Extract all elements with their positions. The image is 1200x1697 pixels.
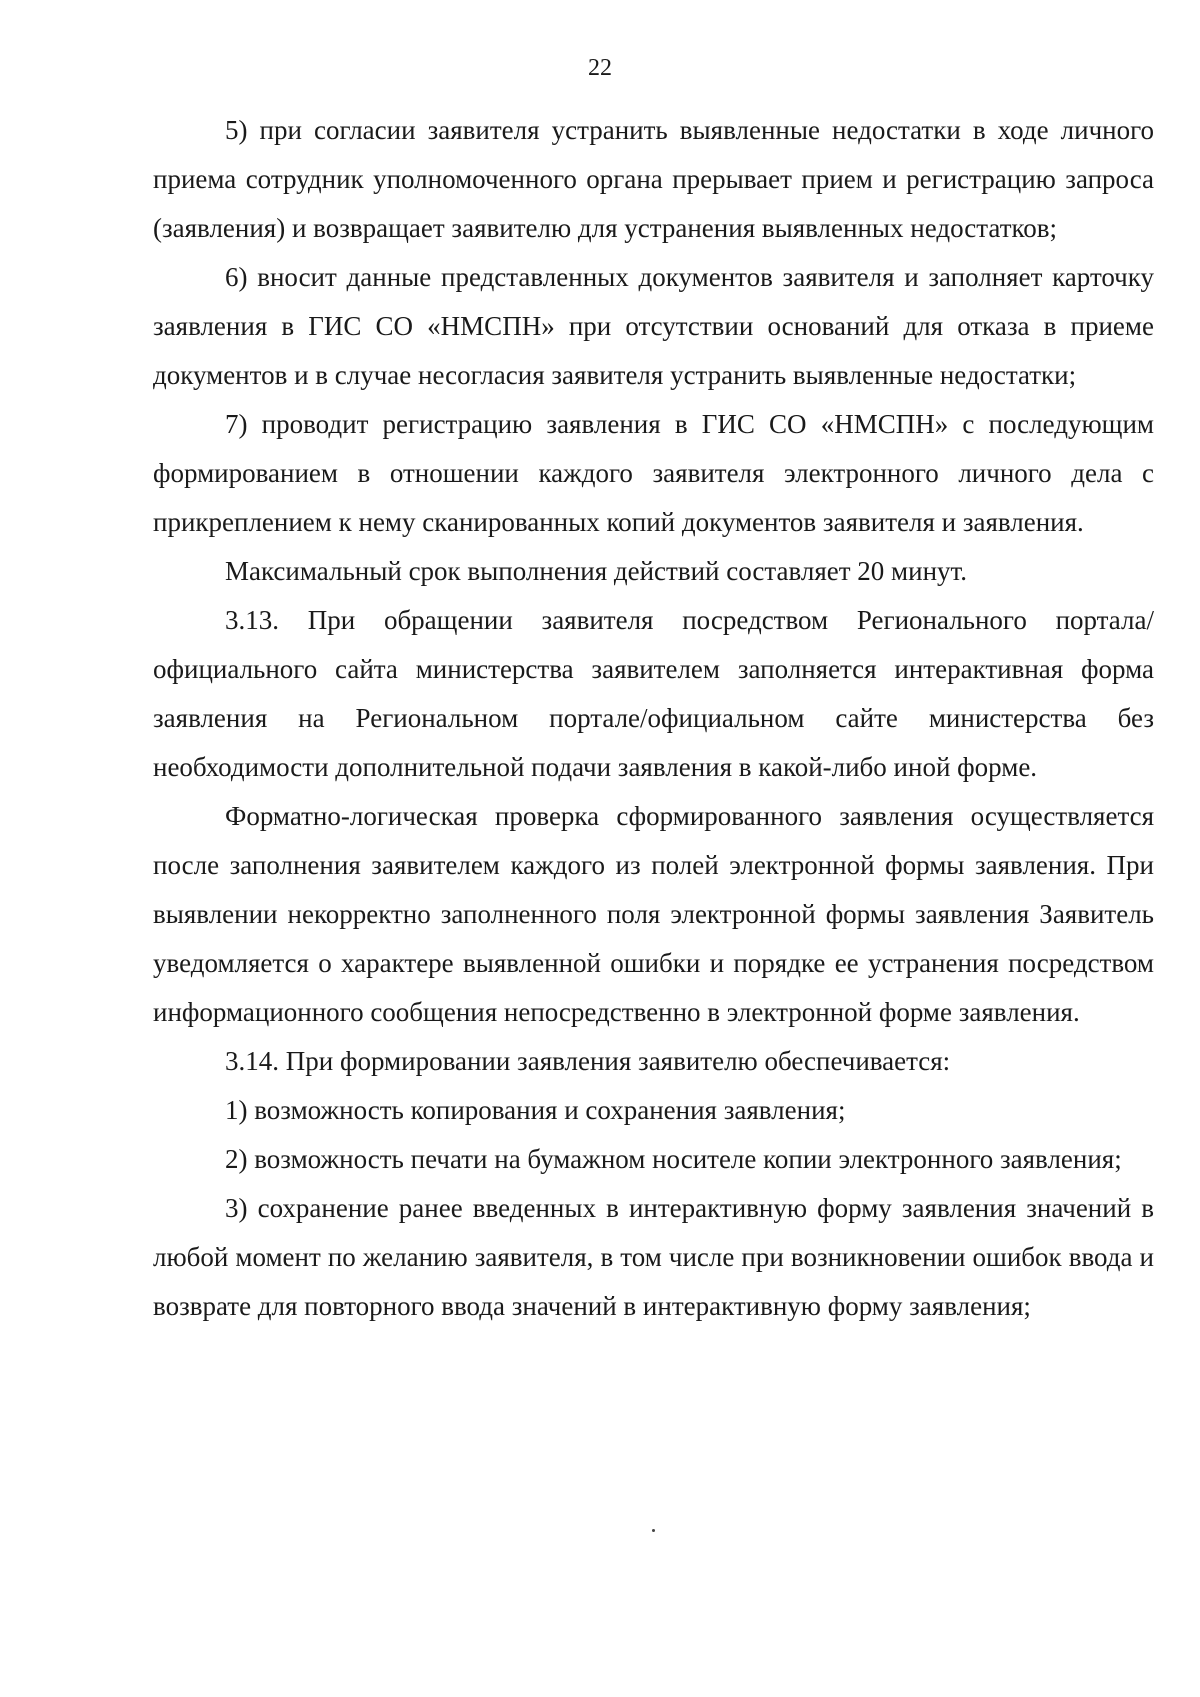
paragraph-item-7: 7) проводит регистрацию заявления в ГИС СО «НМСПН» с последующим формированием в отношении каждого заявителя электронного личного дела с прикреплением к нему сканированных копий документов заявителя и заявления. [153,409,1154,537]
list-item-1: 1) возможность копирования и сохранения заявления; [225,1095,846,1125]
document-body [153,106,1154,1331]
page-number: 22 [588,55,612,81]
scan-speck [652,1529,655,1532]
paragraph-item-6: 6) вносит данные представленных документов заявителя и заполняет карточку заявления в ГИС СО «НМСПН» при отсутствии оснований для отказа в приеме документов и в случае несогласия заявителя устранить выявленные недостатки; [153,262,1154,390]
paragraph-section-3-14: 3.14. При формировании заявления заявителю обеспечивается: [225,1046,951,1076]
paragraph-section-3-13: 3.13. При обращении заявителя посредством Регионального портала/официального сайта министерства заявителем заполняется интерактивная форма заявления на Региональном портале/официальном сайте министерства без необходимости дополнительной подачи заявления в какой-либо иной форме. [153,605,1154,782]
paragraph-item-5: 5) при согласии заявителя устранить выявленные недостатки в ходе личного приема сотрудник уполномоченного органа прерывает прием и регистрацию запроса (заявления) и возвращает заявителю для устранения выявленных недостатков; [153,115,1154,243]
paragraph-format-check: Форматно-логическая проверка сформированного заявления осуществляется после заполнения заявителем каждого из полей электронной формы заявления. При выявлении некорректно заполненного поля электронной формы заявления Заявитель уведомляется о характере выявленной ошибки и порядке ее устранения посредством информационного сообщения непосредственно в электронной форме заявления. [153,801,1154,1027]
paragraph-max-time: Максимальный срок выполнения действий составляет 20 минут. [225,556,968,586]
list-item-3: 3) сохранение ранее введенных в интерактивную форму заявления значений в любой момент по желанию заявителя, в том числе при возникновении ошибок ввода и возврате для повторного ввода значений в интерактивную форму заявления; [153,1193,1154,1321]
list-item-2: 2) возможность печати на бумажном носителе копии электронного заявления; [225,1144,1122,1174]
